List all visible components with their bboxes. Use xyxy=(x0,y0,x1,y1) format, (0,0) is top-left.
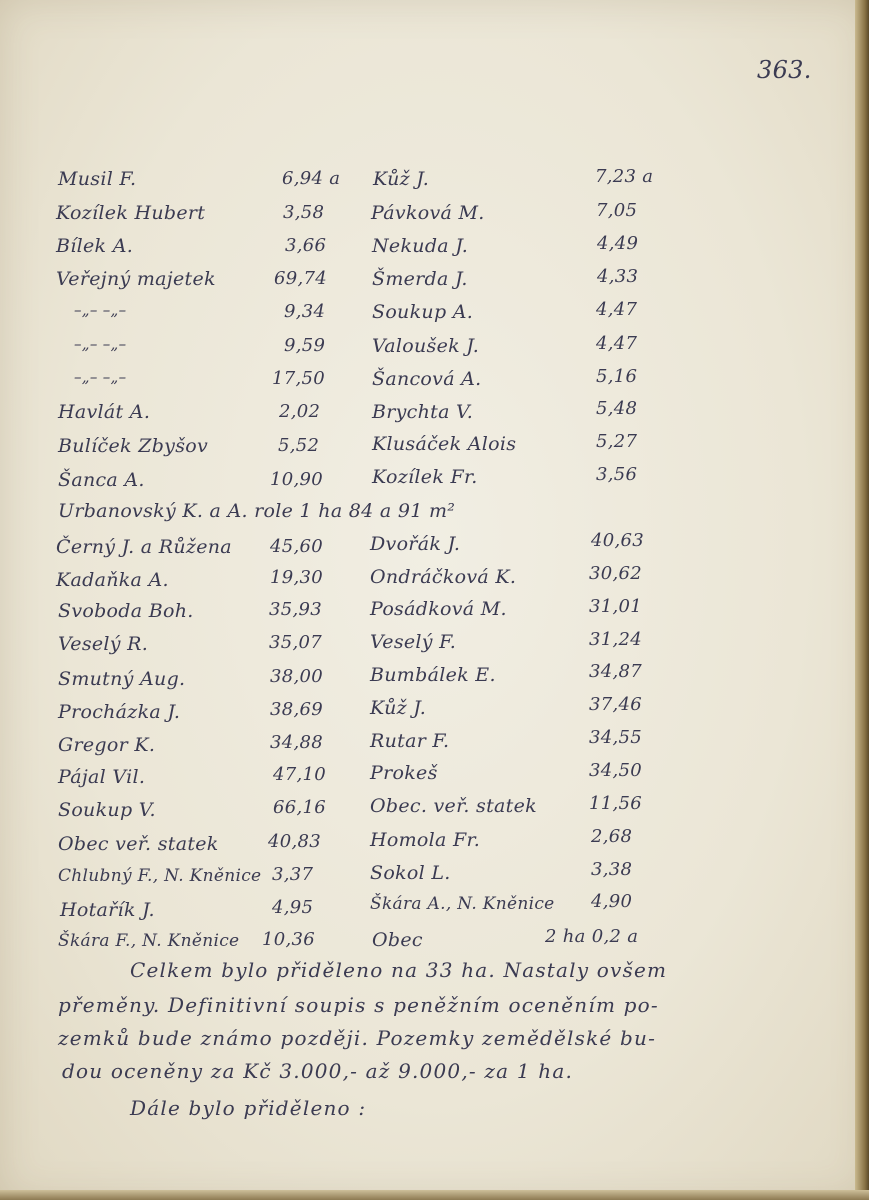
right-name: Homola Fr. xyxy=(370,829,481,851)
left-name: Hotařík J. xyxy=(60,899,155,921)
right-value: 37,46 xyxy=(589,694,643,715)
left-value: 10,90 xyxy=(270,469,324,490)
right-value: 34,55 xyxy=(589,727,643,748)
ditto-marks: –„– –„– xyxy=(74,368,127,386)
left-name: Obec veř. statek xyxy=(58,833,219,855)
left-name: Šanca A. xyxy=(58,469,145,491)
left-value: 9,34 xyxy=(284,301,326,322)
right-name: Šmerda J. xyxy=(372,268,468,290)
right-name: Škára A., N. Kněnice xyxy=(370,894,555,914)
right-name: Kůž J. xyxy=(373,168,430,190)
left-value: 9,59 xyxy=(284,335,326,356)
left-name: Gregor K. xyxy=(58,734,156,756)
right-value: 34,50 xyxy=(589,760,643,781)
ditto-marks: –„– –„– xyxy=(74,335,127,353)
left-name: Kozílek Hubert xyxy=(56,202,206,224)
left-name: Procházka J. xyxy=(58,701,181,723)
left-value: 47,10 xyxy=(273,764,327,785)
left-value: 4,95 xyxy=(272,897,314,918)
left-name: Bulíček Zbyšov xyxy=(58,435,209,457)
right-value: 4,49 xyxy=(597,233,639,254)
left-name: Černý J. a Růžena xyxy=(56,536,232,558)
right-name: Šancová A. xyxy=(372,368,482,390)
left-name: Soukup V. xyxy=(58,799,156,821)
right-value: 34,87 xyxy=(589,661,643,682)
left-value: 19,30 xyxy=(270,567,324,588)
left-name: Veřejný majetek xyxy=(56,268,216,290)
ditto-marks: –„– –„– xyxy=(74,301,127,319)
right-name: Kůž J. xyxy=(370,697,427,719)
right-value: 30,62 xyxy=(589,563,643,584)
left-name: Svoboda Boh. xyxy=(58,600,194,622)
right-name: Veselý F. xyxy=(370,631,457,653)
right-name: Rutar F. xyxy=(370,730,450,752)
right-name: Pávková M. xyxy=(371,202,485,224)
page-number: 363. xyxy=(757,56,812,84)
paragraph-line: Celkem bylo přiděleno na 33 ha. Nastaly ovšem xyxy=(130,958,668,982)
left-name: Chlubný F., N. Kněnice xyxy=(58,866,262,886)
right-name: Kozílek Fr. xyxy=(372,466,478,488)
right-name: Obec. veř. statek xyxy=(370,795,537,817)
left-name: Škára F., N. Kněnice xyxy=(58,931,240,951)
paragraph-line: přeměny. Definitivní soupis s peněžním oceněním po- xyxy=(58,993,659,1017)
right-name: Nekuda J. xyxy=(372,235,469,257)
left-name: Bílek A. xyxy=(56,235,134,257)
right-name: Obec xyxy=(372,929,423,951)
left-value: 69,74 xyxy=(274,268,328,289)
left-value: 6,94 a xyxy=(282,168,341,189)
right-value: 5,16 xyxy=(596,366,638,387)
right-name: Dvořák J. xyxy=(370,533,461,555)
right-name: Brychta V. xyxy=(372,401,474,423)
right-value: 7,05 xyxy=(596,200,638,221)
left-value: 5,52 xyxy=(278,435,320,456)
right-value: 2,68 xyxy=(591,826,633,847)
left-value: 10,36 xyxy=(262,929,316,950)
left-value: 3,58 xyxy=(283,202,325,223)
right-value: 4,47 xyxy=(596,299,638,320)
left-value: 35,07 xyxy=(269,632,323,653)
right-value: 40,63 xyxy=(591,530,645,551)
left-value: 45,60 xyxy=(270,536,324,557)
book-edge-right xyxy=(855,0,869,1200)
special-entry-line: Urbanovský K. a A. role 1 ha 84 a 91 m² xyxy=(58,500,456,522)
right-name: Soukup A. xyxy=(372,301,474,323)
right-name: Klusáček Alois xyxy=(372,433,517,455)
left-name: Veselý R. xyxy=(58,633,149,655)
right-value: 7,23 a xyxy=(595,166,654,187)
left-value: 66,16 xyxy=(273,797,327,818)
right-value: 31,01 xyxy=(589,596,643,617)
paragraph-line: dou oceněny za Kč 3.000,- až 9.000,- za 1 ha. xyxy=(62,1059,574,1083)
right-value: 4,90 xyxy=(591,891,633,912)
left-name: Musil F. xyxy=(58,168,137,190)
left-value: 38,69 xyxy=(270,699,324,720)
left-value: 3,66 xyxy=(285,235,327,256)
right-name: Prokeš xyxy=(370,762,438,784)
left-name: Pájal Vil. xyxy=(58,766,146,788)
right-value: 11,56 xyxy=(589,793,643,814)
right-value: 3,38 xyxy=(591,859,633,880)
left-name: Kadaňka A. xyxy=(56,569,169,591)
right-value: 5,27 xyxy=(596,431,638,452)
right-value: 4,47 xyxy=(596,333,638,354)
left-value: 34,88 xyxy=(270,732,324,753)
right-value: 2 ha 0,2 a xyxy=(545,926,639,947)
right-value: 3,56 xyxy=(596,464,638,485)
right-value: 4,33 xyxy=(597,266,639,287)
left-value: 3,37 xyxy=(272,864,314,885)
left-value: 2,02 xyxy=(279,401,321,422)
paragraph-line: Dále bylo přiděleno : xyxy=(130,1096,367,1120)
left-value: 40,83 xyxy=(268,831,322,852)
right-name: Valoušek J. xyxy=(372,335,480,357)
left-value: 38,00 xyxy=(270,666,324,687)
right-name: Sokol L. xyxy=(370,862,451,884)
book-edge-bottom xyxy=(0,1190,869,1200)
right-name: Ondráčková K. xyxy=(370,566,517,588)
left-value: 17,50 xyxy=(272,368,326,389)
right-name: Posádková M. xyxy=(370,598,507,620)
paragraph-line: zemků bude známo později. Pozemky zemědělské bu- xyxy=(58,1026,657,1050)
left-value: 35,93 xyxy=(269,599,323,620)
right-value: 31,24 xyxy=(589,629,643,650)
left-name: Smutný Aug. xyxy=(58,668,186,690)
right-name: Bumbálek E. xyxy=(370,664,496,686)
right-value: 5,48 xyxy=(596,398,638,419)
left-name: Havlát A. xyxy=(58,401,151,423)
